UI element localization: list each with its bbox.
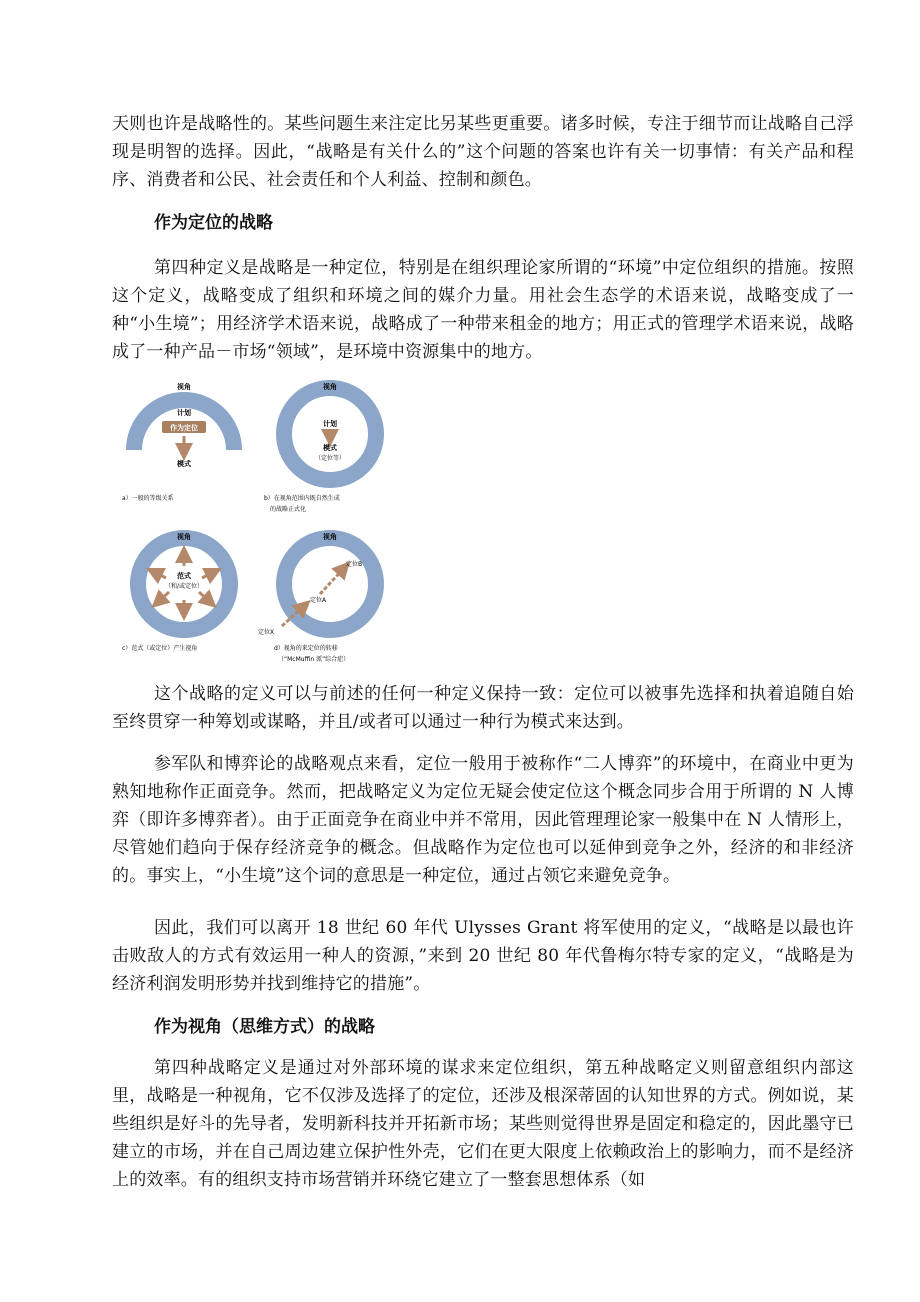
paragraph-consistency: 这个战略的定义可以与前述的任何一种定义保持一致：定位可以被事先选择和执着追随自始至终贯穿一种筹划或谋略，并且/或者可以通过一种行为模式来达到。	[112, 684, 854, 732]
caption-b-line2: 的战略正式化	[270, 506, 307, 513]
paragraph-definitions-history: 因此，我们可以离开 18 世纪 60 年代 Ulysses Grant 将军使用的定义，“战略是以最也许击败敌人的方式有效运用一种人的资源，”来到 20 世纪 80 年代鲁梅尔特专家的定义，“战略是为经济利润发明形势并找到维持它的措施”。	[112, 918, 854, 994]
diagram-panel-c	[122, 532, 230, 652]
paragraph-perspective-definition: 第四种战略定义是通过对外部环境的谋求来定位组织，第五种战略定义则留意组织内部这里，战略是一种视角，它不仅涉及选择了的定位，还涉及根深蒂固的认知世界的方式。例如说，某些组织是好斗的先导者，发明新科技并开拓新市场；某些则觉得世界是固定和稳定的，因此墨守已建立的市场，并在自己周边建立保护性外壳，它们在更大限度上依赖政治上的影响力，而不是经济上的效率。有的组织支持市场营销并环绕它建立了一整套思想体系（如	[112, 1058, 854, 1190]
caption-c: c）范式（或定位）产生视角	[122, 645, 198, 652]
caption-b-line1: b）在视角范围内既自然生成	[264, 495, 340, 502]
caption-d-line1: d）视角的来定位的转移	[274, 645, 338, 652]
strategy-diagram	[114, 378, 394, 670]
plan-label: 计划	[177, 409, 191, 417]
pattern-label: 模式	[177, 460, 191, 468]
perspective-label: 视角	[323, 533, 337, 541]
caption-a: a）一般的等级关系	[122, 495, 174, 502]
diagram-panel-d	[258, 532, 376, 663]
section-heading-perspective: 作为视角（思维方式）的战略	[154, 1017, 375, 1037]
paragraph-position-definition: 第四种定义是战略是一种定位，特别是在组织理论家所谓的“环境”中定位组织的措施。按照这个定义，战略变成了组织和环境之间的媒介力量。用社会生态学的术语来说，战略变成了一种“小生境”；用经济学术语来说，战略成了一种带来租金的地方；用正式的管理学术语来说，战略成了一种产品－市场“领域”，是环境中资源集中的地方。	[112, 258, 854, 362]
perspective-label: 视角	[323, 383, 337, 391]
and-or-position-label: （和/或定位）	[164, 583, 204, 590]
position-x-label: 定位X	[258, 629, 275, 636]
pattern-label: 模式	[323, 444, 337, 452]
position-b-label: 定位B	[346, 561, 363, 568]
perspective-label: 视角	[177, 383, 191, 391]
paradigm-label: 范式	[177, 572, 191, 580]
plan-label: 计划	[323, 420, 337, 428]
shift-arrow-a-to-b	[320, 568, 344, 594]
perspective-label: 视角	[177, 533, 191, 541]
position-a-label: 定位A	[310, 597, 327, 604]
paragraph-intro: 天则也许是战略性的。某些问题生来注定比另某些更重要。诸多时候，专注于细节而让战略自己浮现是明智的选择。因此，“战略是有关什么的”这个问题的答案也许有关一切事情：有关产品和程序、消费者和公民、社会责任和个人利益、控制和颜色。	[112, 114, 854, 190]
position-box-label: 作为定位	[170, 424, 198, 432]
diagram-panel-b	[264, 382, 376, 513]
paragraph-game-theory: 参军队和博弈论的战略观点来看，定位一般用于被称作“二人博弈”的环境中，在商业中更为熟知地称作正面竞争。然而，把战略定义为定位无疑会使定位这个概念同步合用于所谓的 N 人博弈（即许多博弈者）。由于正面竞争在商业中并不常用，因此管理理论家一般集中在 N 人情形上，尽管她们趋向于保存经济竞争的概念。但战略作为定位也可以延伸到竞争之外，经济的和非经济的。事实上，“小生境”这个词的意思是一种定位，通过占领它来避免竞争。	[112, 754, 854, 886]
section-heading-position: 作为定位的战略	[154, 213, 273, 233]
position-etc-label: （定位等）	[314, 455, 346, 462]
diagram-panel-a	[122, 382, 234, 502]
caption-d-line2: （“McMuffin 派”综合症）	[278, 656, 350, 663]
